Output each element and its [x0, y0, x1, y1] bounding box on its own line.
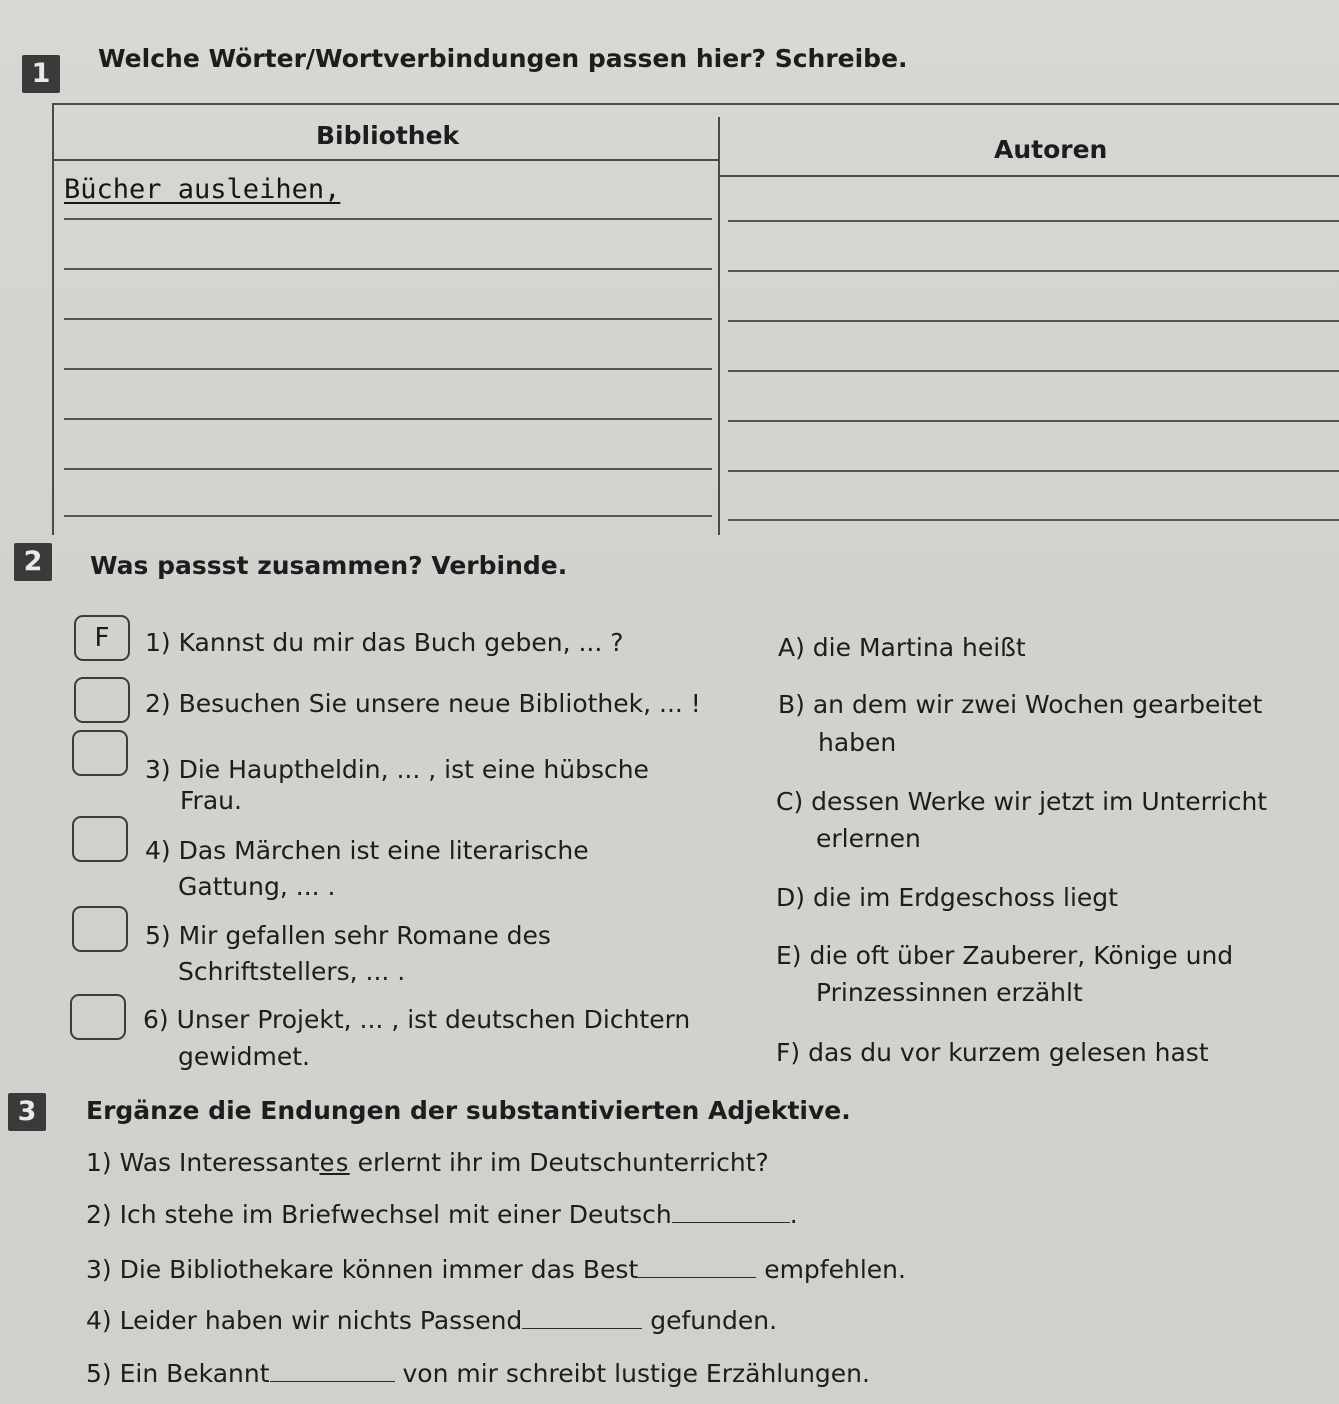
question-3-line2: Frau.: [180, 786, 242, 815]
question-2: 2) Besuchen Sie unsere neue Bibliothek, ... !: [145, 689, 701, 718]
question-5-line2: Schriftstellers, ... .: [178, 957, 406, 986]
sentence-5: [86, 1355, 870, 1392]
sentence-1-filled-ending[interactable]: es: [319, 1148, 350, 1177]
write-line: [64, 268, 712, 270]
question-4-line1: 4) Das Märchen ist eine literarische: [145, 836, 589, 865]
write-line: [64, 218, 712, 220]
option-b-line2: haben: [818, 728, 897, 757]
sentence-4-end: gefunden.: [642, 1306, 778, 1335]
sentence-2-start: 2) Ich stehe im Briefwechsel mit einer Deutsch: [86, 1200, 672, 1229]
sentence-4-blank[interactable]: [522, 1303, 642, 1329]
sentence-1-end: erlernt ihr im Deutschunterricht?: [349, 1148, 769, 1177]
option-a: A) die Martina heißt: [778, 633, 1026, 662]
option-c-line2: erlernen: [816, 824, 921, 853]
sentence-3: [86, 1251, 906, 1288]
answer-box-3[interactable]: [72, 730, 128, 776]
sentence-4: [86, 1302, 777, 1339]
question-4-line2: Gattung, ... .: [178, 872, 336, 901]
sentence-2: [86, 1196, 798, 1233]
option-f: F) das du vor kurzem gelesen hast: [776, 1038, 1209, 1067]
sentence-3-blank[interactable]: [638, 1252, 756, 1278]
table-answer-left-1: Bücher ausleihen,: [64, 174, 341, 205]
sentence-3-start: 3) Die Bibliothekare können immer das Best: [86, 1255, 639, 1284]
task2-number: 2: [14, 543, 52, 581]
answer-box-6[interactable]: [70, 994, 126, 1040]
write-line: [728, 320, 1339, 322]
table-header-autoren: Autoren: [994, 135, 1108, 164]
task3-heading: Ergänze die Endungen der substantivierten Adjektive.: [86, 1096, 851, 1125]
answer-box-2[interactable]: [74, 677, 130, 723]
write-line: [64, 368, 712, 370]
sentence-2-blank[interactable]: [672, 1197, 790, 1223]
sentence-5-end: von mir schreibt lustige Erzählungen.: [394, 1359, 870, 1388]
option-c-line1: C) dessen Werke wir jetzt im Unterricht: [776, 787, 1268, 816]
write-line: [728, 270, 1339, 272]
sentence-1: [86, 1144, 769, 1181]
option-e-line2: Prinzessinnen erzählt: [816, 978, 1083, 1007]
option-e-line1: E) die oft über Zauberer, Könige und: [776, 941, 1234, 970]
write-line: [64, 318, 712, 320]
write-line: [64, 468, 712, 470]
write-line: [728, 519, 1339, 521]
sentence-1-start: 1) Was Interessant: [86, 1148, 320, 1177]
task1-heading: Welche Wörter/Wortverbindungen passen hier? Schreibe.: [98, 44, 908, 73]
option-d: D) die im Erdgeschoss liegt: [776, 883, 1118, 912]
task3-number: 3: [8, 1093, 46, 1131]
task1-table: [52, 103, 1339, 535]
sentence-4-start: 4) Leider haben wir nichts Passend: [86, 1306, 523, 1335]
write-line: [728, 220, 1339, 222]
write-line: [64, 515, 712, 517]
task2-heading: Was passst zusammen? Verbinde.: [90, 551, 568, 580]
sentence-3-end: empfehlen.: [756, 1255, 906, 1284]
answer-box-5[interactable]: [72, 906, 128, 952]
question-6-line1: 6) Unser Projekt, ... , ist deutschen Dichtern: [143, 1005, 691, 1034]
question-1: 1) Kannst du mir das Buch geben, ... ?: [145, 628, 624, 657]
question-6-line2: gewidmet.: [178, 1042, 310, 1071]
write-line: [728, 370, 1339, 372]
task1-number: 1: [22, 55, 60, 93]
answer-box-4[interactable]: [72, 816, 128, 862]
sentence-5-blank[interactable]: [270, 1356, 395, 1382]
sentence-2-end: .: [789, 1200, 798, 1229]
write-line: [728, 470, 1339, 472]
option-b-line1: B) an dem wir zwei Wochen gearbeitet: [778, 690, 1263, 719]
question-5-line1: 5) Mir gefallen sehr Romane des: [145, 921, 551, 950]
question-3-line1: 3) Die Hauptheldin, ... , ist eine hübsche: [145, 755, 649, 784]
write-line: [64, 418, 712, 420]
table-header-bibliothek: Bibliothek: [316, 121, 460, 150]
sentence-5-start: 5) Ein Bekannt: [86, 1359, 270, 1388]
answer-box-1[interactable]: F: [74, 615, 130, 661]
write-line: [728, 420, 1339, 422]
